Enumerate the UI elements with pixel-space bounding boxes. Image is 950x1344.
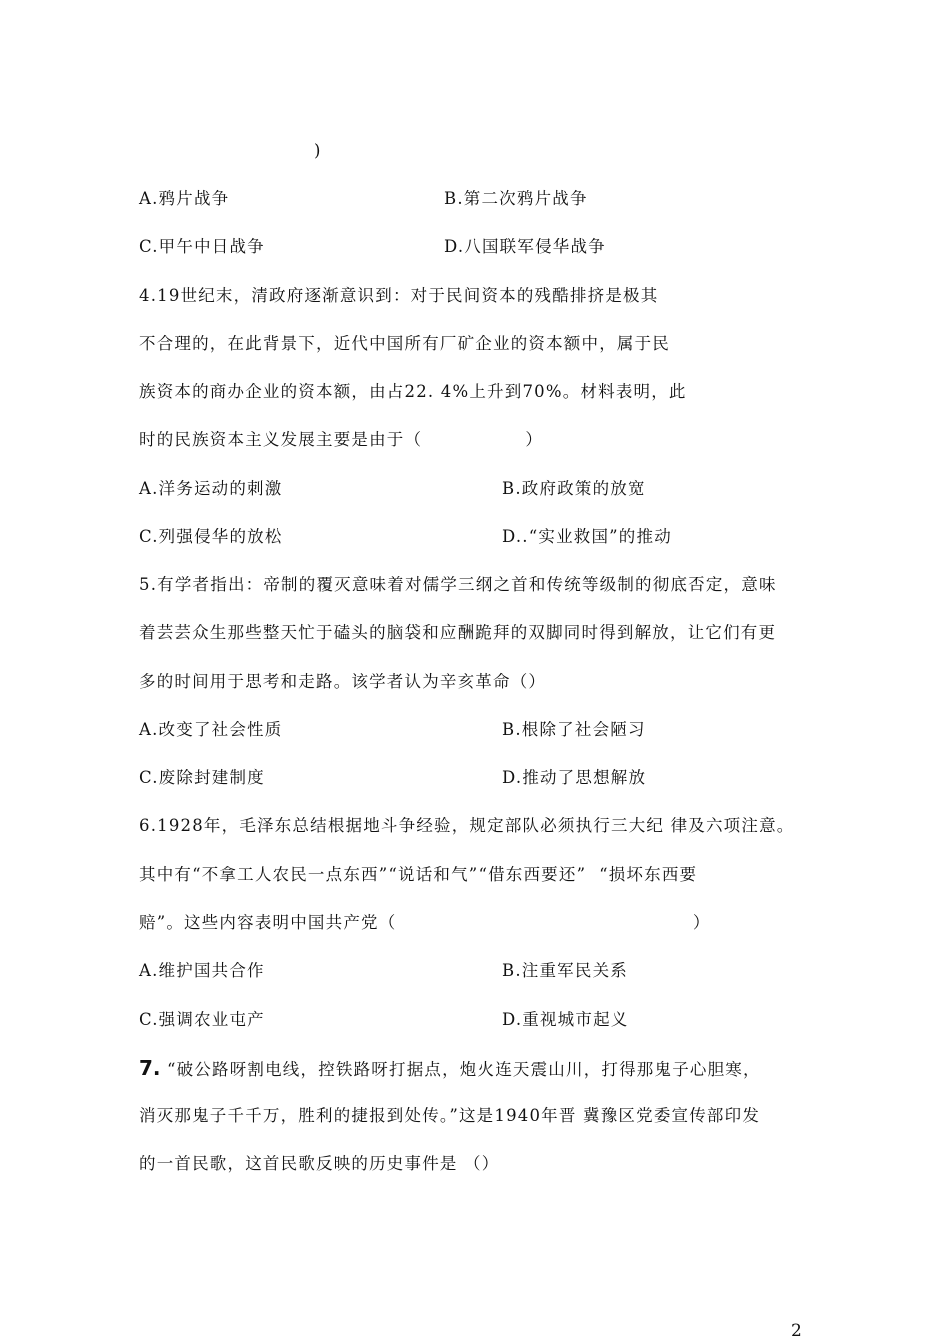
q4-line-4: 时的民族资本主义发展主要是由于（ ） bbox=[139, 430, 544, 449]
q5-option-d: D.推动了思想解放 bbox=[502, 768, 647, 787]
page-number: 2 bbox=[791, 1321, 802, 1341]
q6-line-3: 赔”。这些内容表明中国共产党（ ） bbox=[139, 913, 711, 932]
q5-line-1: 5.有学者指出：帝制的覆灭意味着对儒学三纲之首和传统等级制的彻底否定，意味 bbox=[139, 575, 777, 594]
q4-option-d: D..“实业救国”的推动 bbox=[502, 527, 672, 546]
q4-line-1: 4.19世纪末，清政府逐渐意识到：对于民间资本的残酷排挤是极其 bbox=[139, 286, 659, 305]
q5-option-c: C.废除封建制度 bbox=[139, 768, 265, 787]
q4-line-2: 不合理的，在此背景下，近代中国所有厂矿企业的资本额中，属于民 bbox=[139, 334, 670, 353]
q5-line-3: 多的时间用于思考和走路。该学者认为辛亥革命（） bbox=[139, 672, 547, 691]
q7-line-3: 的一首民歌，这首民歌反映的历史事件是 （） bbox=[139, 1154, 500, 1173]
q3-option-d: D.八国联军侵华战争 bbox=[444, 237, 606, 256]
q6-line-1: 6.1928年，毛泽东总结根据地斗争经验，规定部队必须执行三大纪 律及六项注意。 bbox=[139, 816, 795, 835]
q6-option-d: D.重视城市起义 bbox=[502, 1010, 629, 1029]
q3-closing-paren: ) bbox=[314, 141, 322, 160]
q4-line-3: 族资本的商办企业的资本额，由占22. 4%上升到70%。材料表明，此 bbox=[139, 382, 687, 401]
q7-line-2: 消灭那鬼子千千万，胜利的捷报到处传。”这是1940年晋 冀豫区党委宣传部印发 bbox=[139, 1106, 761, 1125]
q6-option-c: C.强调农业屯产 bbox=[139, 1010, 265, 1029]
q5-option-b: B.根除了社会陋习 bbox=[502, 720, 646, 739]
q7-line-1 bbox=[139, 1057, 761, 1081]
q5-option-a: A.改变了社会性质 bbox=[139, 720, 283, 739]
q3-option-c: C.甲午中日战争 bbox=[139, 237, 265, 256]
q4-option-b: B.政府政策的放宽 bbox=[502, 479, 646, 498]
q4-option-a: A.洋务运动的刺激 bbox=[139, 479, 283, 498]
q6-line-2: 其中有“不拿工人农民一点东西”“说话和气”“借东西要还” “损坏东西要 bbox=[139, 865, 698, 884]
q6-option-b: B.注重军民关系 bbox=[502, 961, 628, 980]
q7-line-1-text: “破公路呀割电线，控铁路呀打据点，炮火连天震山川，打得那鬼子心胆寒， bbox=[160, 1060, 761, 1079]
q5-line-2: 着芸芸众生那些整天忙于磕头的脑袋和应酬跪拜的双脚同时得到解放，让它们有更 bbox=[139, 623, 777, 642]
q7-number: 7. bbox=[139, 1056, 161, 1080]
q3-option-a: A.鸦片战争 bbox=[139, 189, 230, 208]
q3-option-b: B.第二次鸦片战争 bbox=[444, 189, 588, 208]
q6-option-a: A.维护国共合作 bbox=[139, 961, 265, 980]
q4-option-c: C.列强侵华的放松 bbox=[139, 527, 283, 546]
